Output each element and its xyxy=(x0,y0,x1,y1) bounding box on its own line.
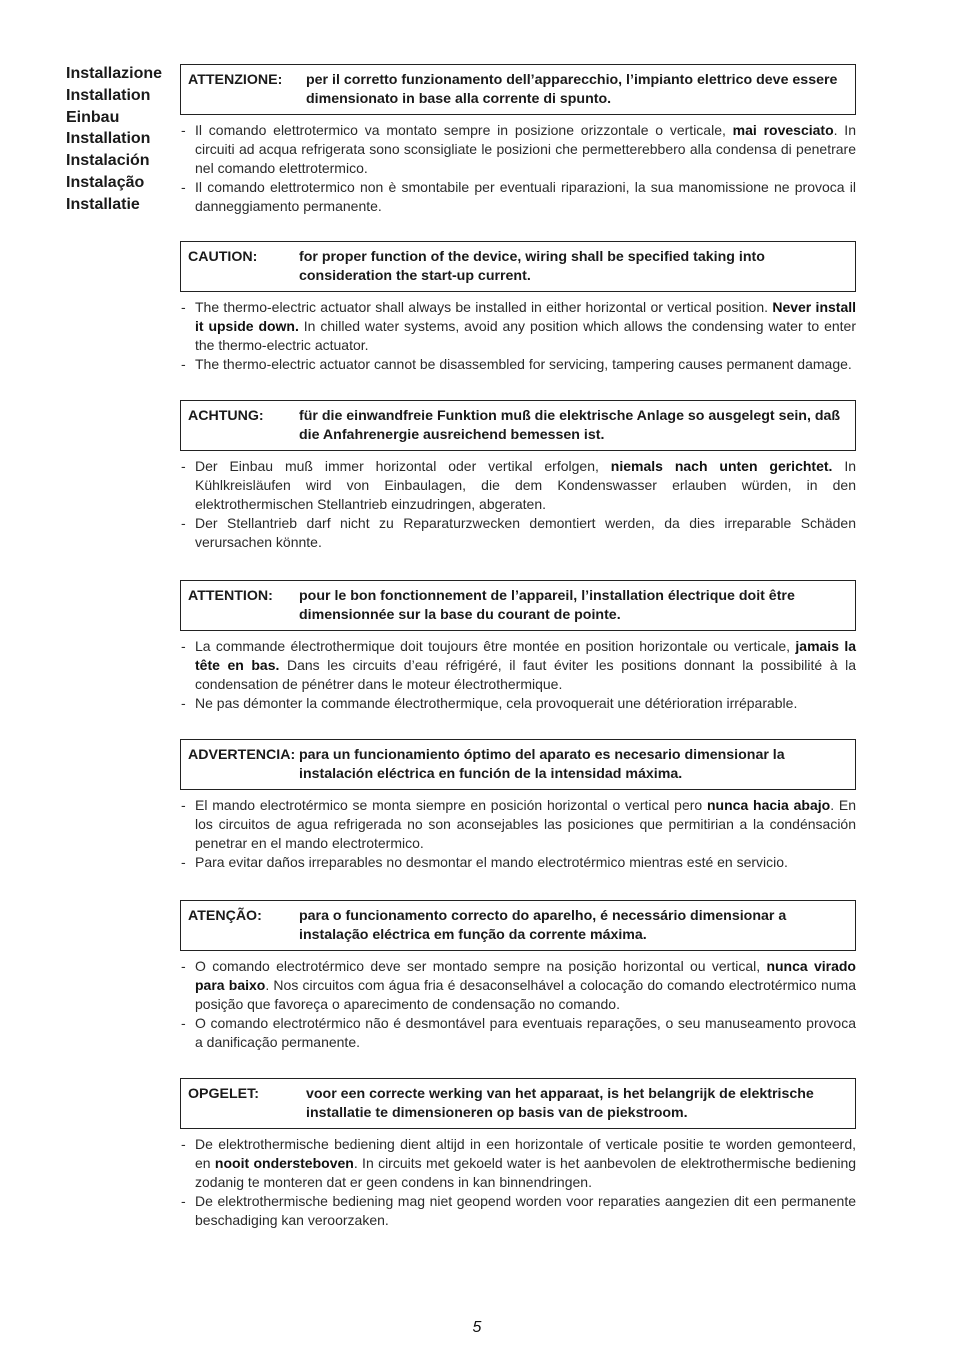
instruction-list xyxy=(180,121,856,216)
section-italian xyxy=(180,64,856,216)
list-item: - The thermo-electric actuator cannot be disassembled for servicing, tampering causes permanent damage. xyxy=(181,356,852,373)
list-item: - O comando electrotérmico não é desmontável para eventuais reparações, o seu manuseamento provoca a danificação permanente. xyxy=(181,1015,856,1051)
list-item: - De elektrothermische bediening mag niet geopend worden voor reparaties aangezien dit een permanente beschadiging kan veroorzaken. xyxy=(181,1193,856,1229)
warning-text: voor een correcte werking van het apparaat, is het belangrijk de elektrische installatie te dimensioneren op basis van de piekstroom. xyxy=(306,1086,814,1121)
warning-label: ATENÇÃO: xyxy=(188,908,262,924)
warning-text: para o funcionamento correcto do aparelho, é necessário dimensionar a instalação eléctrica em função da corrente máxima. xyxy=(299,908,787,943)
warning-text: für die einwandfreie Funktion muß die elektrische Anlage so ausgelegt sein, daß die Anfahrenergie ausreichend bemessen ist. xyxy=(299,408,841,443)
heading-pt: Instalação xyxy=(66,173,145,191)
warning-text: for proper function of the device, wiring shall be specified taking into consideration the start-up current. xyxy=(299,249,765,284)
warning-box xyxy=(180,580,856,631)
warning-box xyxy=(180,900,856,951)
heading-de: Einbau xyxy=(66,108,120,126)
warning-label: ATTENTION: xyxy=(188,588,273,604)
warning-box xyxy=(180,739,856,790)
list-item: - Der Einbau muß immer horizontal oder vertikal erfolgen, niemals nach unten gerichtet. In Kühlkreisläufen wird von Einbaulagen, die dem Kondenswasser erlauben würden, in den elektrothermischen Stellantrieb einzudringen, abgeraten. xyxy=(181,458,856,513)
list-item: - Para evitar daños irreparables no desmontar el mando electrotérmico mientras esté en servicio. xyxy=(181,854,788,871)
list-item: - Il comando elettrotermico va montato sempre in posizione orizzontale o verticale, mai rovesciato. In circuiti ad acqua refrigerata sono sconsigliate le posizioni che permetterebbero alla condensa di penetrare nel comando elettrotermico. xyxy=(181,122,856,177)
warning-label: OPGELET: xyxy=(188,1086,259,1102)
warning-text: per il corretto funzionamento dell’apparecchio, l’impianto elettrico deve essere dimensionato in base alla corrente di spunto. xyxy=(306,72,838,107)
instruction-list xyxy=(180,1135,856,1230)
heading-nl: Installatie xyxy=(66,195,140,213)
page-number: 5 xyxy=(472,1319,482,1336)
warning-box xyxy=(180,400,856,451)
warning-box xyxy=(180,64,856,115)
section-portuguese xyxy=(180,900,856,1052)
section-english xyxy=(180,241,856,374)
list-item: - The thermo-electric actuator shall always be installed in either horizontal or vertical position. Never install it upside down. In chilled water systems, avoid any position which allows the condensing water to enter the thermo-electric actuator. xyxy=(181,299,857,354)
section-headings xyxy=(66,63,178,216)
warning-label: ACHTUNG: xyxy=(188,408,264,424)
warning-label: ATTENZIONE: xyxy=(188,72,283,88)
heading-es: Instalación xyxy=(66,152,150,170)
heading-en: Installation xyxy=(66,86,151,104)
section-dutch xyxy=(180,1078,856,1230)
section-german xyxy=(180,400,856,552)
heading-fr: Installation xyxy=(66,130,151,148)
section-french xyxy=(180,580,856,713)
list-item: - O comando electrotérmico deve ser montado sempre na posição horizontal ou vertical, nunca virado para baixo. Nos circuitos com água fria é desaconselhável a colocação do comando electrotérmico numa posição que favoreça o aparecimento de condensação no comando. xyxy=(181,958,857,1013)
instruction-list xyxy=(180,457,856,552)
warning-text: pour le bon fonctionnement de l’appareil, l’installation électrique doit être dimensionnée sur la base du courant de pointe. xyxy=(299,588,795,623)
list-item: - Ne pas démonter la commande électrothermique, cela provoquerait une détérioration irréparable. xyxy=(181,695,798,712)
instruction-list xyxy=(180,796,856,872)
warning-box xyxy=(180,1078,856,1129)
instruction-list xyxy=(180,298,856,374)
warning-label: ADVERTENCIA: xyxy=(188,747,296,763)
heading-it: Installazione xyxy=(66,65,163,82)
instruction-list xyxy=(180,637,856,713)
warning-text: para un funcionamiento óptimo del aparato es necesario dimensionar la instalación eléctrica en función de la intensidad máxima. xyxy=(299,747,785,782)
list-item: - La commande électrothermique doit toujours être montée en position horizontale ou verticale, jamais la tête en bas. Dans les circuits d’eau réfrigéré, il faut éviter les positions donnant la possibilité à la condensation de pénétrer dans le moteur électrothermique. xyxy=(181,638,856,693)
list-item: - Der Stellantrieb darf nicht zu Reparaturzwecken demontiert werden, da dies irreparable Schäden verursachen könnte. xyxy=(181,515,856,551)
warning-label: CAUTION: xyxy=(188,249,258,265)
instruction-list xyxy=(180,957,856,1052)
section-spanish xyxy=(180,739,856,872)
warning-box xyxy=(180,241,856,292)
list-item: - Il comando elettrotermico non è smontabile per eventuali riparazioni, la sua manomissione ne provoca il danneggiamento permanente. xyxy=(181,179,856,215)
list-item: - El mando electrotérmico se monta siempre en posición horizontal o vertical pero nunca hacia abajo. En los circuitos de agua refrigerada no son aconsejables las posiciones que permitirian a la condénsación penetrar en el mando electrotermico. xyxy=(181,797,856,852)
list-item: - De elektrothermische bediening dient altijd in een horizontale of verticale positie te worden gemonteerd, en nooit ondersteboven. In circuits met gekoeld water is het aanbevolen de elektrothermische bediening zodanig te monteren dat er geen condens in kan binnendringen. xyxy=(181,1136,857,1191)
